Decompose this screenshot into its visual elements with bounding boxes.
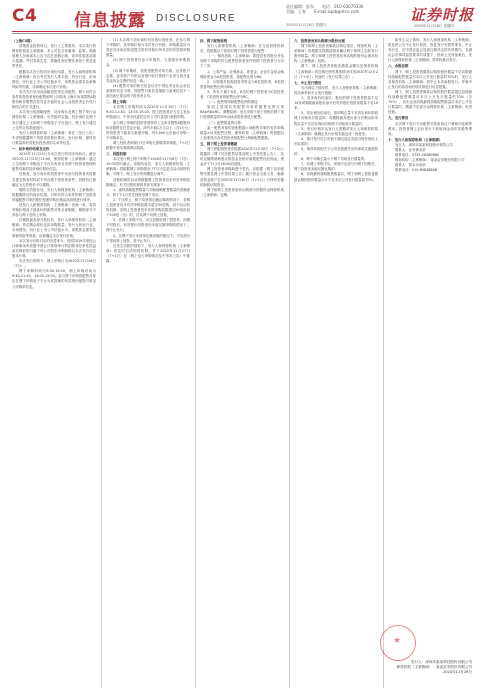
editor-line: 责任编辑：彭东 电话：010-63070336 [286, 4, 364, 9]
paragraph: (1) 本次网下初步询价有效报价投资者，在参与网下申购时，其申购价格为本次发行价格，申购数量应为其在初步询价阶段提交的有效报价所对应的有效拟申购数量。 [106, 38, 190, 58]
section-title-en: DISCLOSURE [156, 13, 237, 24]
paragraph: 当出现以下情况时，发行人及保荐机构（主承销商）将协商采取中止发行措施： [294, 85, 378, 95]
paragraph: 经核查，参与询价的投资者中有部分投资者未按要求提交核查材料或不符合网下投资者条件，其报价已被确定为无效报价予以剔除。 [12, 172, 96, 187]
paragraph: 某一配售对象的获配股数=该配售对象的有效申购数量×该类配售比例。保荐机构（主承销商）将根据以上标准得出各类投资者的配售比例和配售股数。 [200, 125, 284, 140]
article-columns [12, 38, 472, 688]
paragraph: 4、在网下发行未获得足额申购的情况下，不足部分不得向网上回拨，将中止发行。 [106, 233, 190, 243]
text-column-1 [12, 38, 96, 688]
company-seal [380, 625, 416, 661]
paragraph: 本次发行的战略配售、初步询价及网上网下发行由保荐机构（主承销商）负责组织实施。初步询价及网下发行通过上交所网下申购电子平台进行，网上发行通过上交所交易系统进行。 [12, 110, 96, 130]
editor-info [286, 4, 363, 14]
paragraph: 2、合格境外机构投资者资金为B类投资者，B类投资者的配售比例为RB； [200, 79, 284, 89]
signature-sponsor: 保荐机构（主承销商）：某某证券股份有限公司 [396, 665, 472, 670]
paragraph: 1、最终战略配售数量与初始战略配售数量的差额部分，将于T-2日首先回拨至网下发行。 [106, 187, 190, 197]
page-code: C4 [12, 6, 38, 26]
paragraph: 如发生以上情形，发行人和保荐机构（主承销商）将及时公告中止发行原因、恢复发行安排等事宜。中止发行后，在中国证监会同意注册决定的有效期内，且满足会后事项监管要求的前提下，经向上交所备案后，发行人和保荐机构（主承销商）将择机重启发行。 [388, 38, 472, 63]
paragraph: (3) 网下申购时，投资者配售对象名称、证券账户名称、证券账户号码以及银行收付款账户必须与其在证券业协会注册的信息一致。 [106, 68, 190, 83]
paragraph: （一）保荐机构（主承销商）将提供有效报价并参加网下申购的符合配售投资者条件的网下投资者分为以下三类： [200, 54, 284, 69]
signature-issuer: 发行人：深圳市某某科技股份有限公司 [410, 660, 472, 664]
section-heading: （上接C3版） [12, 39, 34, 43]
paragraph: 联系人：证券事务部 [395, 147, 426, 152]
paragraph: 本次网下发行不向配售对象收取过户费和印花税等费用。投资者网上定价发行不收取佣金和印花税等费用。 [388, 121, 472, 136]
section-heading: 四、网下配售原则 [200, 39, 228, 43]
paragraph: 发行人和保荐机构（主承销商）在完成回拨机制后，将根据以下原则对网下投资者进行配售： [200, 44, 284, 54]
paragraph: 3、发行价格未达发行人预期或发行人和保荐机构（主承销商）就确定发行价格未能达成一致意见； [294, 126, 378, 136]
paragraph: 2、初步询价结束后，拟申购总量不足初步询价阶段网下初始发行数量的，或剔除最高报价部分后剩余拟申购总量不足初步询价阶段网下初始发行数量的； [294, 111, 378, 126]
paragraph: 1、公募产品、社保基金、养老金、企业年金基金和保险资金为A类投资者，其配售比例为RA； [200, 69, 284, 79]
section-heading: 三、回拨机制 [106, 152, 127, 157]
paragraph: 联系人：资本市场部 [395, 163, 426, 168]
masthead-date: 2020年11月26日 星期四 [414, 24, 454, 28]
paragraph: 网下和网上投资者放弃认购部分的股份由保荐机构（主承销商）包销。 [200, 187, 284, 197]
paragraph: 网下、网上投资者缴款认购的股份数量超过扣除最终战略配售数量后本次公开发行数量的70%（含70%），但未达到扣除最终战略配售数量后本次公开发行数量时，缴款不足部分由保荐机构（主承销商）负责包销。 [388, 89, 472, 115]
paragraph: 3、所有不属于A类、B类的网下投资者为C类投资者，C类投资者的配售比例为RC。 [200, 89, 284, 100]
newspaper-logo: 证券时报 [410, 6, 475, 24]
paragraph: 网上投资者申购新股中签后，应根据《网下初步配售结果及网上中签结果公告》履行资金交收义务，确保其资金账户在2020年11月30日（T+2日）日终有足额的新股认购资金。 [200, 167, 284, 187]
paragraph: (4) 配售对象的相关信息以在中国证券业协会登记备案的信息为准，因配售对象信息填报与备案信息不一致所致后果由网下投资者自负。 [106, 83, 190, 99]
paragraph: 在发生回拨的情形下，发行人和保荐机构（主承销商）将及时启动回拨机制，并于2020年11月27日（T+1日）在《网上发行申购情况及中签率公告》中披露。 [106, 243, 190, 264]
paragraph: 网下、网上投资者获配未缴款金额以及保荐机构（主承销商）的包销比例等具体情况详见2020年12月2日（T+4日）刊登的《发行结果公告》。 [294, 64, 378, 79]
section-heading: 七、中止发行情况 [294, 80, 322, 85]
section-title: 信息披露 [74, 11, 146, 31]
text-column-3 [200, 38, 284, 688]
seal-star-icon: ★ [393, 636, 402, 646]
paragraph: 4、预计发行后总市值不满足选定市值与财务指标上市标准的； [294, 136, 378, 146]
section-heading: 八、余股包销 [388, 64, 409, 69]
signature-date: 2020年11月26日 [442, 670, 472, 675]
section-heading: 九、发行费用 [388, 116, 409, 121]
paragraph: 本次发行的网下、网上申购日为2020年11月26日（T日）。 [12, 259, 96, 269]
paragraph: 本次发行采用向战略投资者定向配售、网下向符合条件的投资者询价配售和网上向持有上海市场非限售A股股份和非限售存托凭证市值的社会公众投资者定价发行相结合的方式进行。 [12, 89, 96, 110]
paragraph: 5、保荐机构相关子公司未按照作出的承诺实施跟投的； [294, 146, 378, 157]
paragraph: 保荐机构（主承销商）：某某证券股份有限公司 [395, 158, 465, 163]
paragraph: 网下申购时间为9:30-15:00，网上申购时间为9:30-11:30，13:00-15:00。参与网下申购的配售对象应在网下申购电子平台为其管理的有效报价配售对象录入申购单信息。 [12, 269, 96, 289]
section-heading: 十、发行人和保荐机构（主承销商） [388, 137, 443, 142]
text-column-5 [388, 38, 472, 688]
section-heading: 一、初步询价结果及定价 [12, 146, 50, 151]
paragraph: 2、T日网上、网下均获得足额认购的情况下，若网上投资者初步有效申购倍数未超过50倍的，将不启动回拨机制；若网上投资者初步有效申购倍数超过50倍但低于100倍（含）的，应从网下向网上回拨。 [106, 197, 190, 218]
text-column-4 [294, 38, 378, 688]
paragraph: 回拨机制的启动将根据网上投资者初步有效申购倍数确定。有关回拨机制的具体安排如下： [106, 177, 190, 187]
paragraph: 原则上按照各类配售对象的配售比例关系RA≥RB≥RC。调整原则：优先安排不低于回拨后网下发行股票数量的50%向A类投资者进行配售。 [200, 105, 284, 120]
paragraph: 发行人：深圳市某某科技股份有限公司 [395, 142, 453, 147]
paragraph: 本次网上申购时间为2020年11月26日（T日）9:30-11:30、13:00-15:00。网上投资者应当自主表达申购意向，不得全权委托证券公司代其进行新股申购。 [106, 105, 190, 120]
paragraph: 网下和网上投资者缴款认购结束后，保荐机构（主承销商）将根据实际缴款情况确认网下和网上实际发行股份数量。网下和网上投资者放弃认购的股份由保荐机构（主承销商）包销。 [294, 44, 378, 64]
paragraph: 联系电话：010-60838888 [395, 168, 437, 173]
paragraph: 在剔除最高部分报价后，发行人和保荐机构（主承销商）考虑剩余报价及拟申购数量、发行人所处行业、市场情况、同行业上市公司估值水平、募集资金需求及承销风险等因素，协商确定本次发行价格。 [12, 218, 96, 238]
paragraph: 剔除无效报价后，发行人和保荐机构（主承销商）根据剔除后的询价结果，对所有符合条件的网下投资者所属配售对象的报价按照申购价格由高到低进行排序。 [12, 187, 96, 202]
paragraph: 6、网下申购总量小于网下初始发行数量的； [301, 157, 368, 162]
page-header [0, 0, 484, 34]
paragraph: 3、若网上申购不足，可以回拨给网下投资者，向网下回拨后，有效报价投资者仍未能足额申购的情况下，则中止发行。 [106, 218, 190, 233]
issue-date: 2020年11月26日 星期四 [286, 23, 326, 27]
paragraph: 网下、网上投资者缴款认购的股份数量不足扣除最终战略配售数量后本次公开发行数量的70%时，发行人及保荐机构（主承销商）将中止本次新股发行，并就中止发行的原因和后续安排进行信息披露。 [388, 69, 472, 89]
paragraph: 根据本次发行的初步询价结果，发行人和保荐机构（主承销商）综合考虑发行人基本面、所处行业、市场情况、同行业上市公司估值水平、募集资金需求及承销风险等因素，协商确定本次发行价格。 [12, 69, 96, 89]
paragraph: (2) 网下投资者在参与申购时，无需缴付申购资金。 [106, 58, 190, 68]
section-heading: 六、投资者放弃认购部分股份处理 [294, 39, 345, 43]
paragraph: （三）配售数量的计算 [207, 120, 241, 125]
paragraph: 本次发行价格对应的市盈率为：按照2019年度经会计师事务所依据中国会计准则审计的扣除非经常性损益前后孰低的归属于母公司股东净利润除以本次发行后总股本计算。 [12, 238, 96, 258]
section-heading: 五、网下网上投资者缴款 [200, 141, 238, 146]
text-column-2 [106, 38, 190, 688]
section-heading: 二、网上申购 [106, 100, 127, 105]
paragraph: 募集资金投资项目、发行人主要股东、本次发行的保荐机构及主承销商。本公司及全体董事、监事、高级管理人员承诺本公告不存在虚假记载、误导性陈述或重大遗漏，并对其真实性、准确性和完整性承担个别及连带责任。 [12, 44, 96, 69]
signature-block [396, 660, 472, 676]
paragraph: 发行人和保荐机构（主承销商）将在《发行公告》中详细披露网下投资者的报价情况、发行价格、最终发行数量和有效报价投资者的名单等信息。 [12, 130, 96, 145]
paragraph: 7、若网上申购不足，申购不足部分向网下回拨后，网下投资者未能足额认购的； [294, 162, 378, 172]
designer-line: 美编：王春 E-mail:zqsb@stcn.com [286, 9, 360, 14]
header-rule [12, 31, 472, 32]
paragraph: 网上投资者申购日T日申购无需缴纳申购款，T+2日根据中签结果缴纳认购款。 [106, 140, 190, 150]
paragraph: 参与网上申购的投资者需持有上交所非限售A股股份和非限售存托凭证市值，持有市值1万元以上（含1万元）的投资者才能参与新股申购，每5,000元市值可申购一个申购单位。 [106, 120, 190, 140]
paragraph: 8、扣除最终战略配售数量后，网下和网上投资者缴款认购的股份数量合计不足本次公开发行数量的70%。 [294, 172, 378, 182]
paragraph: 联系电话：0755-28269880 [395, 153, 440, 158]
paragraph: 2020年11月23日为本次发行的初步询价日。截至2020年11月23日15:00，保荐机构（主承销商）通过上交所网下申购电子平台共收到各类网下投资者管理的配售对象的初步询价报价信息。 [12, 152, 96, 172]
paragraph: 经发行人和保荐机构（主承销商）协商一致，将拟申购价格高于最高价的配售对象全部剔除，剔除部分不得参与网下及网上申购。 [12, 203, 96, 218]
paragraph: 1、初步询价结束后，报价的网下投资者数量不足10家或剔除最高报价部分后有效报价投资者数量不足10家； [294, 96, 378, 111]
paragraph: 本次发行网上网下申购于2020年11月26日（T日）15:00同时截止。申购结束后，发行人和保荐机构（主承销商）将根据网上申购情况于T日决定是否启动回拨机制，对网下、网上发行的规模进行调节。 [106, 157, 190, 177]
paragraph: （二）配售规则和配售比例的确定 [207, 100, 258, 105]
paragraph: 网下获配投资者应根据2020年11月30日（T+2日）披露的《网下初步配售结果及网上中签结果公告》，及时足额缴纳新股认购资金及相应新股配售经纪佣金，资金应于T+2日16:00前到账。 [200, 146, 284, 167]
